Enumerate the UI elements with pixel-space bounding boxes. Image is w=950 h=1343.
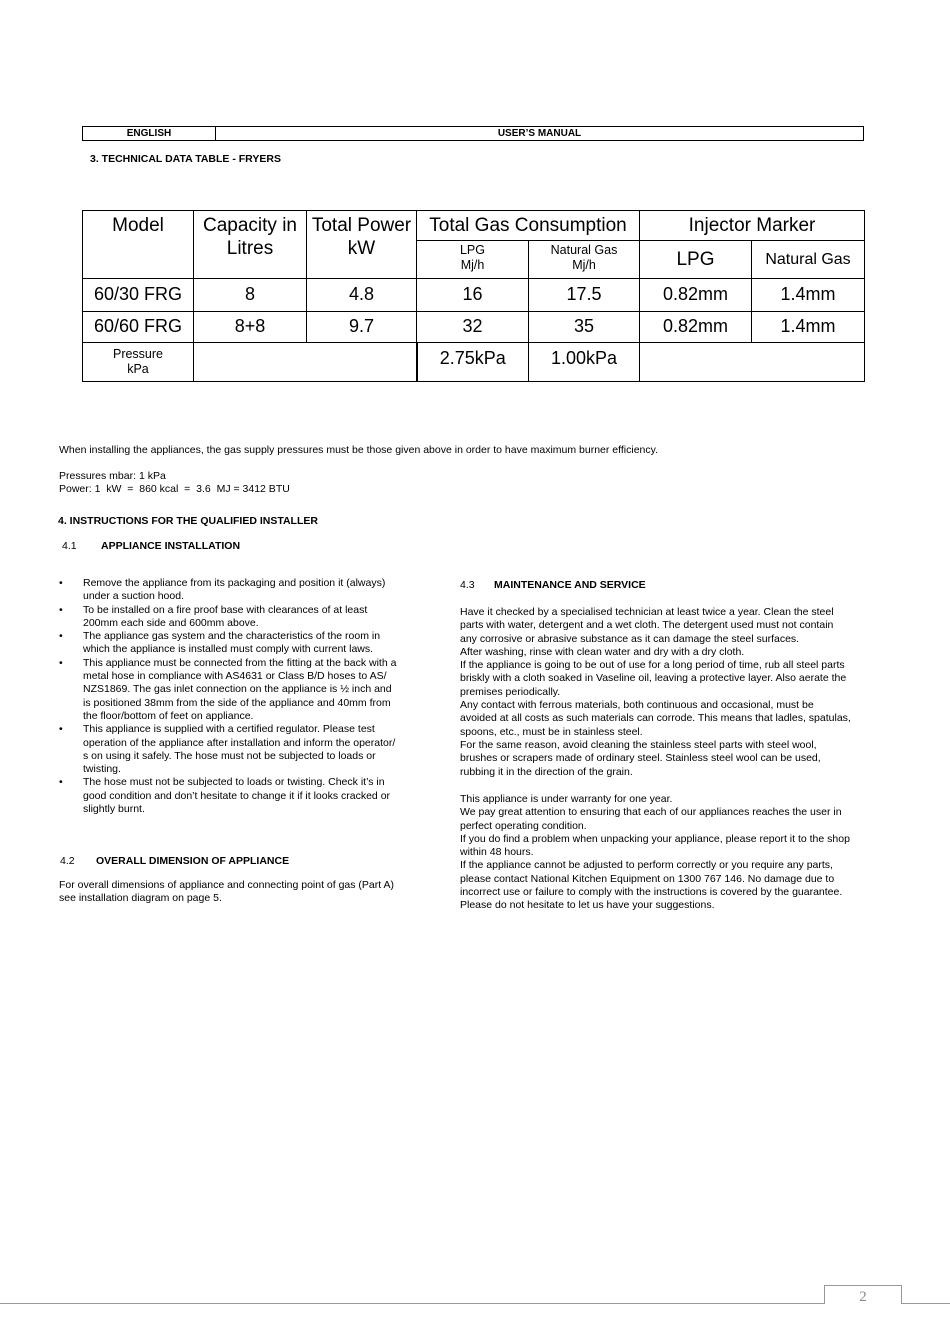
cell-capacity: 8+8 bbox=[194, 311, 307, 342]
pressure-row bbox=[83, 342, 865, 381]
installing-note: When installing the appliances, the gas supply pressures must be those given above in order to have maximum burner efficiency. bbox=[59, 444, 659, 456]
header-capacity-line1: Capacity in bbox=[203, 215, 297, 236]
warranty-text bbox=[460, 793, 880, 913]
text-line: spoons, etc., must be in stainless steel. bbox=[460, 725, 643, 738]
document-header bbox=[82, 126, 864, 141]
header-injector-natural: Natural Gas bbox=[752, 241, 865, 279]
footer-divider bbox=[0, 1303, 950, 1304]
header-gas-lpg bbox=[417, 241, 529, 279]
text-line: Any contact with ferrous materials, both continuous and occasional, must be bbox=[460, 699, 814, 712]
power-note: Power: 1 kW = 860 kcal = 3.6 MJ = 3412 BTU bbox=[59, 483, 290, 495]
cell-pressure-lpg: 2.75kPa bbox=[417, 342, 529, 381]
text-line: perfect operating condition. bbox=[460, 819, 587, 832]
header-power-line1: Total Power bbox=[311, 215, 412, 236]
bullet-line: metal hose in compliance with AS4631 or Class B/D hoses to AS/ bbox=[83, 670, 387, 683]
cell-power: 4.8 bbox=[307, 279, 417, 311]
section-4-title: 4. INSTRUCTIONS FOR THE QUALIFIED INSTALLER bbox=[58, 515, 318, 527]
bullet-line: twisting. bbox=[83, 763, 121, 776]
bullet-icon: • bbox=[59, 577, 63, 589]
text-line: If you do find a problem when unpacking your appliance, please report it to the shop bbox=[460, 832, 850, 845]
cell-injector-lpg: 0.82mm bbox=[640, 279, 752, 311]
cell-pressure-label bbox=[83, 342, 194, 381]
cell-gas-lpg: 16 bbox=[417, 279, 529, 311]
bullet-line: The hose must not be subjected to loads or twisting. Check it’s in bbox=[83, 776, 385, 789]
text-line: avoided at all costs as such materials can corrode. This means that ladles, spatulas, bbox=[460, 712, 851, 725]
text-line: please contact National Kitchen Equipment on 1300 767 146. No damage due to bbox=[460, 872, 835, 885]
pressure-label: Pressure bbox=[112, 346, 164, 361]
bullet-icon: • bbox=[59, 656, 63, 669]
cell-pressure-injector-empty bbox=[640, 342, 865, 381]
technical-data-table bbox=[82, 210, 865, 382]
text-line: Have it checked by a specialised technician at least twice a year. Clean the steel bbox=[460, 606, 834, 618]
text-line: rubbing it in the direction of the grain. bbox=[460, 765, 633, 778]
bullet-line: To be installed on a fire proof base with clearances of at least bbox=[83, 603, 368, 616]
cell-model: 60/60 FRG bbox=[83, 311, 194, 342]
header-gas-consumption: Total Gas Consumption bbox=[417, 211, 640, 241]
bullet-line: Remove the appliance from its packaging and position it (always) bbox=[83, 577, 386, 589]
text-line: Please do not hesitate to let us have your suggestions. bbox=[460, 899, 715, 912]
text-line: parts with water, detergent and a wet cloth. The detergent used must not contain bbox=[460, 619, 834, 632]
list-item bbox=[59, 604, 416, 631]
cell-pressure-empty bbox=[194, 342, 417, 381]
text-line: any corrosive or abrasive substance as it can damage the steel surfaces. bbox=[460, 632, 800, 645]
section-3-title: 3. TECHNICAL DATA TABLE - FRYERS bbox=[90, 153, 281, 165]
text-line: premises periodically. bbox=[460, 685, 561, 698]
text-line: brushes or scrapers made of ordinary steel. Stainless steel wool can be used, bbox=[460, 752, 821, 765]
section-4-2-title: OVERALL DIMENSION OF APPLIANCE bbox=[96, 855, 290, 867]
bullet-line: slightly burnt. bbox=[83, 803, 145, 816]
page-number: 2 bbox=[824, 1285, 902, 1304]
cell-power: 9.7 bbox=[307, 311, 417, 342]
bullet-line: under a suction hood. bbox=[83, 590, 184, 603]
table-row bbox=[83, 279, 865, 311]
bullet-line: the floor/bottom of feet on appliance. bbox=[83, 709, 254, 722]
header-power bbox=[307, 211, 417, 279]
section-4-2-number: 4.2 bbox=[60, 855, 75, 867]
cell-gas-lpg: 32 bbox=[417, 311, 529, 342]
installation-bullets bbox=[59, 577, 416, 816]
pressures-note: Pressures mbar: 1 kPa bbox=[59, 470, 166, 482]
bullet-line: operation of the appliance after installation and inform the operator/ bbox=[83, 736, 396, 749]
bullet-line: NZS1869. The gas inlet connection on the appliance is ½ inch and bbox=[83, 683, 392, 696]
cell-injector-lpg: 0.82mm bbox=[640, 311, 752, 342]
pressure-unit: kPa bbox=[127, 361, 149, 376]
bullet-icon: • bbox=[59, 776, 63, 789]
bullet-icon: • bbox=[59, 630, 63, 643]
text-line: After washing, rinse with clean water and dry with a dry cloth. bbox=[460, 645, 745, 658]
bullet-icon: • bbox=[59, 603, 63, 616]
list-item bbox=[59, 630, 416, 657]
header-gas-natural-unit: Mj/h bbox=[572, 258, 596, 273]
text-line: see installation diagram on page 5. bbox=[59, 892, 222, 905]
header-model: Model bbox=[83, 211, 194, 279]
bullet-line: The appliance gas system and the characteristics of the room in bbox=[83, 630, 381, 643]
header-gas-natural-label: Natural Gas bbox=[550, 243, 618, 258]
text-line: incorrect use or failure to comply with the instructions is covered by the guarantee. bbox=[460, 886, 843, 899]
text-line: This appliance is under warranty for one year. bbox=[460, 793, 673, 805]
header-gas-lpg-label: LPG bbox=[459, 243, 485, 258]
header-language: ENGLISH bbox=[83, 127, 216, 140]
list-item bbox=[59, 657, 416, 723]
section-4-3-number: 4.3 bbox=[460, 579, 475, 591]
list-item bbox=[59, 776, 416, 816]
cell-capacity: 8 bbox=[194, 279, 307, 311]
text-line: For the same reason, avoid cleaning the stainless steel parts with steel wool, bbox=[460, 738, 817, 751]
cell-injector-natural: 1.4mm bbox=[752, 311, 865, 342]
cell-pressure-natural: 1.00kPa bbox=[529, 342, 640, 381]
header-manual-title: USER’S MANUAL bbox=[497, 128, 582, 139]
section-4-2-text bbox=[59, 879, 429, 906]
header-injector-lpg: LPG bbox=[640, 241, 752, 279]
section-4-3-title: MAINTENANCE AND SERVICE bbox=[494, 579, 646, 591]
bullet-line: s on using it safely. The hose must not be subjected to loads or bbox=[83, 749, 376, 762]
bullet-line: This appliance must be connected from the fitting at the back with a bbox=[83, 656, 397, 669]
text-line: For overall dimensions of appliance and connecting point of gas (Part A) bbox=[59, 879, 395, 891]
bullet-line: which the appliance is installed must comply with current laws. bbox=[83, 643, 374, 656]
maintenance-text bbox=[460, 606, 880, 779]
cell-model: 60/30 FRG bbox=[83, 279, 194, 311]
header-injector-marker: Injector Marker bbox=[640, 211, 865, 241]
bullet-line: This appliance is supplied with a certified regulator. Please test bbox=[83, 723, 375, 736]
text-line: If the appliance cannot be adjusted to perform correctly or you require any parts, bbox=[460, 859, 833, 872]
text-line: within 48 hours. bbox=[460, 846, 534, 859]
section-4-1-number: 4.1 bbox=[62, 540, 77, 552]
text-line: If the appliance is going to be out of use for a long period of time, rub all steel parts bbox=[460, 659, 845, 672]
table-row bbox=[83, 311, 865, 342]
cell-gas-natural: 35 bbox=[529, 311, 640, 342]
list-item bbox=[59, 723, 416, 776]
header-gas-natural bbox=[529, 241, 640, 279]
text-line: briskly with a cloth soaked in Vaseline oil, leaving a protective layer. Also aerate the bbox=[460, 672, 847, 685]
bullet-line: is positioned 38mm from the side of the appliance and 40mm from bbox=[83, 696, 391, 709]
header-gas-lpg-unit: Mj/h bbox=[460, 258, 485, 273]
list-item bbox=[59, 577, 416, 604]
bullet-line: good condition and don’t hesitate to change it if it looks cracked or bbox=[83, 789, 391, 802]
section-4-1-title: APPLIANCE INSTALLATION bbox=[101, 540, 241, 552]
header-power-line2: kW bbox=[347, 238, 376, 259]
bullet-line: 200mm each side and 600mm above. bbox=[83, 616, 259, 629]
cell-gas-natural: 17.5 bbox=[529, 279, 640, 311]
header-capacity bbox=[194, 211, 307, 279]
cell-injector-natural: 1.4mm bbox=[752, 279, 865, 311]
bullet-icon: • bbox=[59, 723, 63, 736]
header-capacity-line2: Litres bbox=[226, 238, 274, 259]
text-line: We pay great attention to ensuring that each of our appliances reaches the user in bbox=[460, 806, 842, 819]
